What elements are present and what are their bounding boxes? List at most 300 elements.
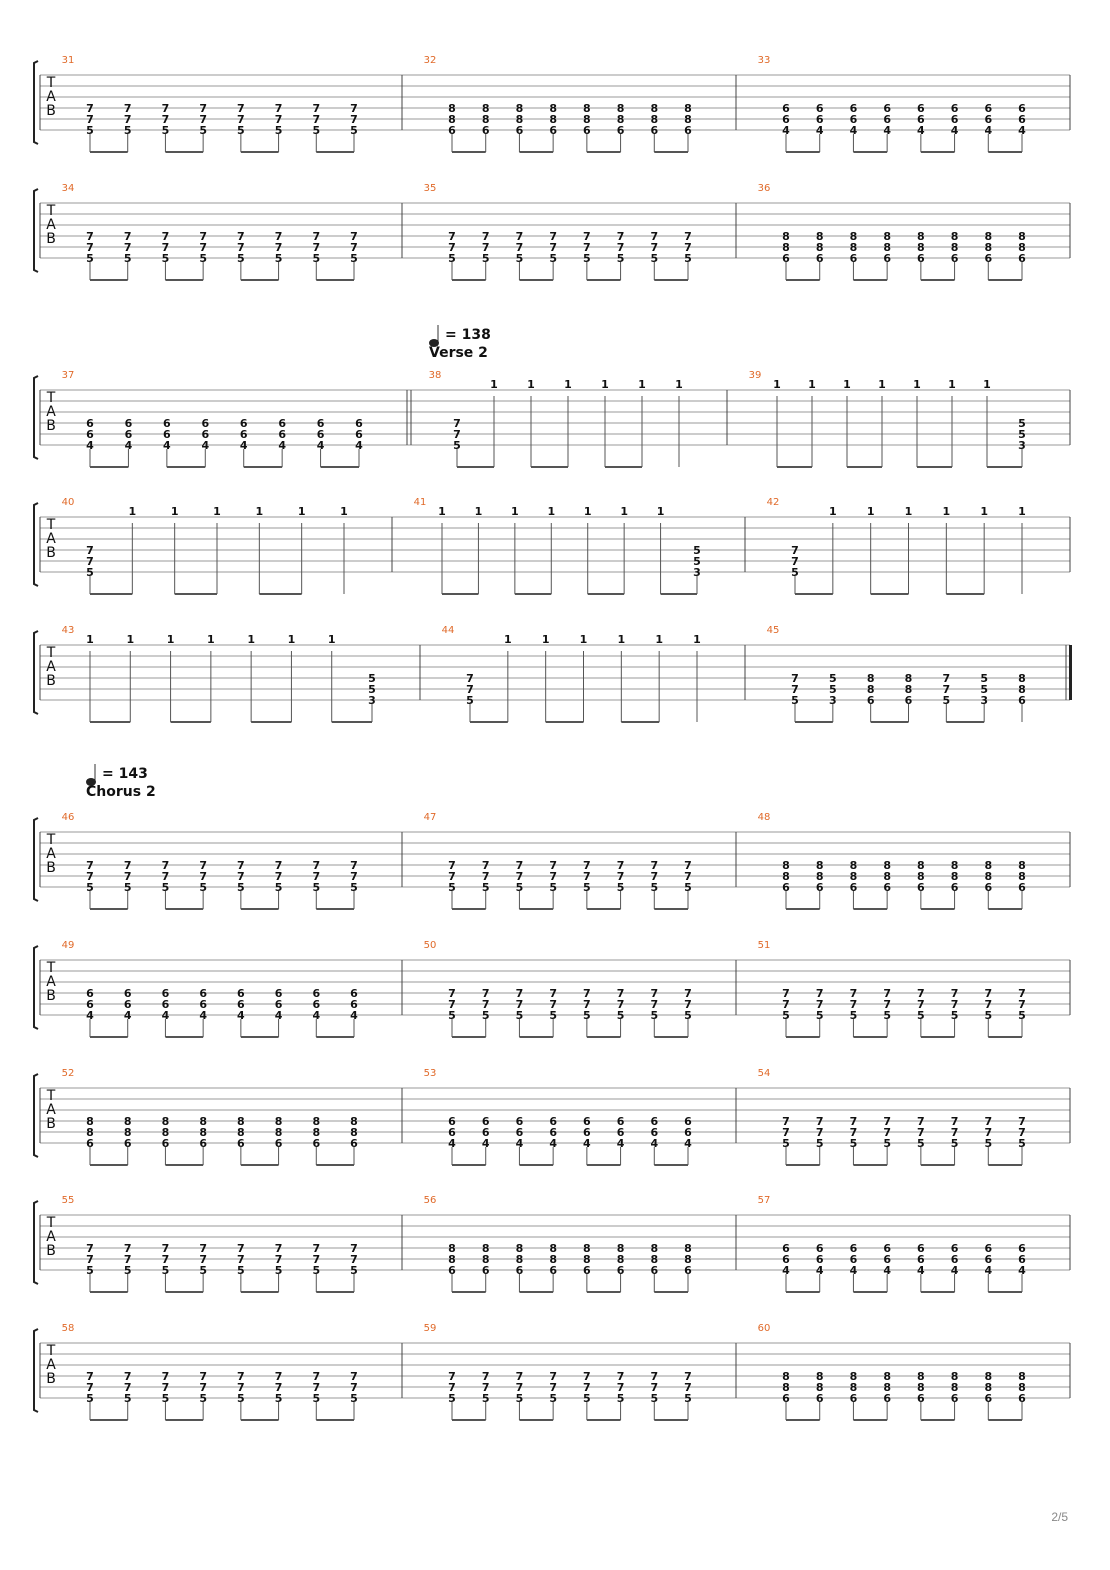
fret-number: 7 [815, 998, 824, 1011]
fret-number: 7 [312, 870, 321, 883]
fret-number: 8 [1018, 672, 1026, 685]
fret-number: 5 [650, 1009, 659, 1022]
tab-clef-letter: T [46, 1088, 56, 1104]
fret-number: 4 [316, 439, 325, 452]
tab-clef-letter: B [46, 988, 56, 1004]
fret-number: 7 [942, 672, 951, 685]
fret-number: 7 [448, 987, 456, 1000]
fret-number: 5 [86, 124, 94, 137]
fret-number: 5 [883, 1137, 891, 1150]
fret-number: 1 [617, 633, 626, 646]
fret-number: 4 [549, 1137, 557, 1150]
fret-number: 5 [368, 672, 376, 685]
fret-number: 7 [515, 241, 524, 254]
fret-number: 7 [237, 859, 245, 872]
fret-number: 5 [86, 1264, 94, 1277]
fret-number: 6 [883, 881, 891, 894]
fret-number: 7 [684, 230, 692, 243]
fret-number: 6 [650, 1115, 659, 1128]
fret-number: 7 [312, 1253, 321, 1266]
tab-clef-letter: A [46, 974, 56, 990]
fret-number: 6 [515, 124, 524, 137]
fret-number: 7 [549, 859, 557, 872]
fret-number: 5 [123, 1392, 132, 1405]
fret-number: 7 [791, 555, 799, 568]
fret-number: 6 [86, 987, 94, 1000]
fret-number: 7 [199, 1381, 207, 1394]
fret-number: 1 [655, 633, 663, 646]
measure-number: 56 [423, 1195, 437, 1206]
fret-number: 7 [312, 241, 321, 254]
fret-number: 6 [616, 1264, 625, 1277]
fret-number: 8 [515, 113, 524, 126]
fret-number: 7 [350, 870, 358, 883]
fret-number: 7 [448, 998, 456, 1011]
fret-number: 7 [650, 998, 659, 1011]
fret-number: 7 [549, 987, 557, 1000]
fret-number: 6 [815, 102, 824, 115]
fret-number: 5 [829, 672, 837, 685]
fret-number: 5 [791, 566, 799, 579]
fret-number: 7 [237, 1381, 245, 1394]
fret-number: 7 [199, 113, 207, 126]
fret-number: 5 [350, 124, 358, 137]
tab-clef-letter: T [46, 832, 56, 848]
fret-number: 7 [515, 859, 524, 872]
fret-number: 7 [917, 987, 925, 1000]
fret-number: 1 [638, 378, 646, 391]
fret-number: 7 [199, 870, 207, 883]
tab-system [34, 1195, 1070, 1292]
tab-clef-letter: B [46, 231, 56, 247]
measure-number: 42 [766, 497, 780, 508]
fret-number: 6 [1018, 694, 1026, 707]
fret-number: 7 [86, 1242, 94, 1255]
fret-number: 7 [616, 870, 625, 883]
fret-number: 6 [123, 998, 132, 1011]
tab-clef-letter: A [46, 1102, 56, 1118]
fret-number: 7 [791, 672, 799, 685]
fret-number: 8 [904, 672, 913, 685]
fret-number: 7 [583, 241, 591, 254]
fret-number: 5 [350, 1264, 358, 1277]
fret-number: 1 [866, 505, 875, 518]
fret-number: 8 [849, 870, 858, 883]
fret-number: 4 [86, 439, 94, 452]
fret-number: 8 [815, 230, 824, 243]
fret-number: 7 [123, 870, 132, 883]
fret-number: 7 [583, 870, 591, 883]
fret-number: 7 [481, 998, 490, 1011]
fret-number: 8 [984, 859, 993, 872]
fret-number: 8 [904, 683, 913, 696]
measure-number: 52 [61, 1068, 75, 1079]
fret-number: 6 [515, 1264, 524, 1277]
fret-number: 5 [782, 1137, 790, 1150]
fret-number: 5 [791, 694, 799, 707]
fret-number: 5 [453, 439, 461, 452]
fret-number: 8 [950, 241, 959, 254]
fret-number: 5 [583, 252, 591, 265]
fret-number: 8 [448, 1242, 456, 1255]
fret-number: 4 [815, 124, 824, 137]
fret-number: 6 [515, 1126, 524, 1139]
fret-number: 7 [583, 1381, 591, 1394]
fret-number: 6 [849, 1392, 858, 1405]
fret-number: 5 [86, 1392, 94, 1405]
fret-number: 8 [917, 870, 925, 883]
fret-number: 7 [481, 987, 490, 1000]
fret-number: 4 [161, 1009, 170, 1022]
fret-number: 5 [237, 1392, 245, 1405]
fret-number: 7 [448, 859, 456, 872]
fret-number: 1 [86, 633, 94, 646]
fret-number: 6 [849, 1253, 858, 1266]
fret-number: 8 [684, 113, 692, 126]
fret-number: 7 [984, 1115, 993, 1128]
fret-number: 7 [86, 870, 94, 883]
fret-number: 5 [274, 124, 283, 137]
fret-number: 8 [515, 1242, 524, 1255]
fret-number: 4 [86, 1009, 94, 1022]
fret-number: 7 [684, 1381, 692, 1394]
fret-number: 7 [199, 102, 207, 115]
fret-number: 7 [86, 1370, 94, 1383]
fret-number: 6 [199, 1137, 207, 1150]
fret-number: 8 [616, 113, 625, 126]
fret-number: 6 [583, 1115, 591, 1128]
fret-number: 6 [515, 1115, 524, 1128]
fret-number: 8 [866, 683, 875, 696]
measure-number: 41 [413, 497, 427, 508]
fret-number: 8 [815, 1370, 824, 1383]
fret-number: 5 [161, 252, 170, 265]
fret-number: 7 [86, 555, 94, 568]
fret-number: 6 [984, 1242, 993, 1255]
fret-number: 7 [123, 859, 132, 872]
fret-number: 8 [123, 1115, 132, 1128]
fret-number: 8 [782, 241, 790, 254]
fret-number: 7 [274, 1370, 283, 1383]
fret-number: 6 [448, 124, 456, 137]
fret-number: 1 [504, 633, 512, 646]
fret-number: 6 [239, 417, 248, 430]
fret-number: 7 [515, 230, 524, 243]
tab-clef-letter: B [46, 418, 56, 434]
fret-number: 1 [583, 505, 592, 518]
fret-number: 5 [312, 1264, 321, 1277]
tab-system [34, 625, 1072, 722]
fret-number: 4 [199, 1009, 207, 1022]
fret-number: 7 [350, 102, 358, 115]
fret-number: 7 [791, 683, 799, 696]
tab-clef-letter: A [46, 1357, 56, 1373]
fret-number: 7 [616, 230, 625, 243]
fret-number: 6 [549, 1115, 557, 1128]
measure-number: 31 [61, 55, 75, 66]
fret-number: 8 [684, 1242, 692, 1255]
fret-number: 8 [650, 1253, 659, 1266]
fret-number: 8 [684, 1253, 692, 1266]
fret-number: 5 [481, 881, 490, 894]
fret-number: 5 [684, 252, 692, 265]
fret-number: 6 [650, 124, 659, 137]
measure-number: 59 [423, 1323, 437, 1334]
fret-number: 1 [620, 505, 628, 518]
fret-number: 7 [684, 1370, 692, 1383]
fret-number: 8 [815, 870, 824, 883]
fret-number: 1 [693, 633, 701, 646]
fret-number: 1 [808, 378, 816, 391]
fret-number: 4 [124, 439, 133, 452]
fret-number: 8 [849, 1381, 858, 1394]
fret-number: 7 [782, 1115, 790, 1128]
fret-number: 8 [583, 1242, 591, 1255]
system-bracket [34, 1201, 38, 1284]
fret-number: 8 [515, 1253, 524, 1266]
fret-number: 7 [549, 998, 557, 1011]
fret-number: 7 [849, 1115, 858, 1128]
tab-clef-letter: A [46, 1229, 56, 1245]
fret-number: 7 [481, 1370, 490, 1383]
tab-clef-letter: B [46, 103, 56, 119]
fret-number: 7 [616, 987, 625, 1000]
fret-number: 8 [984, 1370, 993, 1383]
measure-number: 50 [423, 940, 437, 951]
fret-number: 7 [123, 1242, 132, 1255]
fret-number: 5 [199, 124, 207, 137]
fret-number: 6 [201, 417, 210, 430]
fret-number: 8 [549, 113, 557, 126]
fret-number: 6 [984, 1253, 993, 1266]
tab-system [34, 55, 1070, 152]
fret-number: 8 [549, 102, 557, 115]
fret-number: 8 [684, 102, 692, 115]
fret-number: 5 [782, 1009, 790, 1022]
tab-system [34, 183, 1070, 280]
fret-number: 4 [448, 1137, 456, 1150]
fret-number: 7 [917, 998, 925, 1011]
fret-number: 8 [782, 859, 790, 872]
fret-number: 7 [86, 241, 94, 254]
fret-number: 5 [549, 1392, 557, 1405]
fret-number: 6 [815, 1392, 824, 1405]
fret-number: 6 [984, 1392, 993, 1405]
fret-number: 8 [86, 1115, 94, 1128]
fret-number: 5 [1018, 428, 1026, 441]
fret-number: 6 [1018, 113, 1026, 126]
fret-number: 7 [123, 102, 132, 115]
fret-number: 7 [684, 241, 692, 254]
fret-number: 7 [274, 230, 283, 243]
fret-number: 6 [917, 252, 925, 265]
fret-number: 4 [849, 124, 858, 137]
fret-number: 1 [1018, 505, 1026, 518]
fret-number: 1 [904, 505, 913, 518]
fret-number: 5 [917, 1137, 925, 1150]
fret-number: 6 [583, 1264, 591, 1277]
fret-number: 7 [350, 859, 358, 872]
fret-number: 8 [782, 1381, 790, 1394]
fret-number: 7 [274, 113, 283, 126]
fret-number: 1 [564, 378, 572, 391]
end-barline-thick [1069, 645, 1072, 700]
fret-number: 5 [123, 252, 132, 265]
fret-number: 6 [917, 113, 925, 126]
tab-clef-letter: B [46, 1371, 56, 1387]
fret-number: 6 [849, 102, 858, 115]
fret-number: 8 [583, 1253, 591, 1266]
fret-number: 1 [207, 633, 215, 646]
fret-number: 1 [913, 378, 921, 391]
fret-number: 5 [312, 1392, 321, 1405]
fret-number: 7 [650, 1370, 659, 1383]
fret-number: 4 [616, 1137, 625, 1150]
fret-number: 1 [942, 505, 951, 518]
fret-number: 7 [350, 1253, 358, 1266]
fret-number: 7 [448, 230, 456, 243]
fret-number: 6 [274, 1137, 283, 1150]
fret-number: 6 [815, 252, 824, 265]
fret-number: 7 [583, 859, 591, 872]
fret-number: 6 [549, 124, 557, 137]
fret-number: 5 [237, 881, 245, 894]
fret-number: 7 [616, 998, 625, 1011]
fret-number: 6 [950, 1253, 959, 1266]
fret-number: 6 [316, 428, 325, 441]
fret-number: 6 [1018, 1392, 1026, 1405]
measure-number: 36 [757, 183, 771, 194]
fret-number: 7 [849, 987, 858, 1000]
fret-number: 5 [883, 1009, 891, 1022]
fret-number: 7 [86, 113, 94, 126]
fret-number: 8 [481, 113, 490, 126]
measure-number: 37 [61, 370, 75, 381]
system-bracket [34, 818, 38, 901]
fret-number: 8 [984, 230, 993, 243]
fret-number: 1 [128, 505, 137, 518]
fret-number: 6 [199, 998, 207, 1011]
fret-number: 7 [481, 241, 490, 254]
fret-number: 7 [883, 1126, 891, 1139]
fret-number: 5 [616, 881, 625, 894]
measure-number: 34 [61, 183, 75, 194]
measure-number: 58 [61, 1323, 75, 1334]
fret-number: 1 [656, 505, 665, 518]
fret-number: 6 [583, 1126, 591, 1139]
fret-number: 8 [237, 1126, 245, 1139]
fret-number: 8 [312, 1115, 321, 1128]
fret-number: 7 [583, 998, 591, 1011]
fret-number: 6 [549, 1126, 557, 1139]
fret-number: 6 [917, 881, 925, 894]
fret-number: 6 [782, 1253, 790, 1266]
fret-number: 7 [86, 230, 94, 243]
fret-number: 1 [547, 505, 556, 518]
fret-number: 6 [883, 1253, 891, 1266]
fret-number: 8 [515, 102, 524, 115]
fret-number: 6 [904, 694, 913, 707]
fret-number: 7 [616, 1370, 625, 1383]
fret-number: 6 [849, 881, 858, 894]
fret-number: 7 [782, 998, 790, 1011]
measure-number: 44 [441, 625, 455, 636]
fret-number: 5 [199, 1392, 207, 1405]
fret-number: 4 [984, 1264, 993, 1277]
fret-number: 7 [650, 870, 659, 883]
fret-number: 7 [199, 1370, 207, 1383]
fret-number: 6 [237, 1137, 245, 1150]
fret-number: 5 [350, 252, 358, 265]
fret-number: 7 [549, 870, 557, 883]
fret-number: 8 [815, 1381, 824, 1394]
section-label: Chorus 2 [86, 784, 156, 800]
fret-number: 8 [1018, 1381, 1026, 1394]
fret-number: 7 [312, 1370, 321, 1383]
fret-number: 7 [481, 870, 490, 883]
fret-number: 7 [1018, 1126, 1026, 1139]
fret-number: 6 [161, 987, 170, 1000]
fret-number: 5 [980, 672, 988, 685]
fret-number: 7 [199, 1253, 207, 1266]
fret-number: 8 [481, 102, 490, 115]
fret-number: 5 [161, 1392, 170, 1405]
fret-number: 3 [980, 694, 988, 707]
fret-number: 8 [866, 672, 875, 685]
fret-number: 7 [123, 230, 132, 243]
fret-number: 6 [950, 1242, 959, 1255]
fret-number: 5 [448, 252, 456, 265]
fret-number: 5 [515, 881, 524, 894]
fret-number: 7 [453, 417, 461, 430]
fret-number: 8 [849, 1370, 858, 1383]
fret-number: 7 [350, 1381, 358, 1394]
fret-number: 8 [161, 1115, 170, 1128]
fret-number: 7 [950, 1126, 959, 1139]
tab-clef-letter: A [46, 217, 56, 233]
fret-number: 1 [166, 633, 175, 646]
fret-number: 8 [448, 1253, 456, 1266]
fret-number: 6 [950, 102, 959, 115]
fret-number: 8 [917, 241, 925, 254]
fret-number: 6 [163, 428, 171, 441]
tab-clef-letter: T [46, 203, 56, 219]
fret-number: 7 [549, 1370, 557, 1383]
fret-number: 8 [274, 1115, 283, 1128]
measure-number: 45 [766, 625, 780, 636]
system-bracket [34, 631, 38, 714]
fret-number: 8 [161, 1126, 170, 1139]
fret-number: 1 [474, 505, 483, 518]
fret-number: 4 [782, 124, 790, 137]
fret-number: 4 [950, 124, 959, 137]
measure-number: 47 [423, 812, 437, 823]
fret-number: 5 [161, 1264, 170, 1277]
fret-number: 4 [883, 124, 891, 137]
fret-number: 7 [815, 1126, 824, 1139]
fret-number: 5 [549, 881, 557, 894]
fret-number: 7 [199, 241, 207, 254]
fret-number: 5 [650, 1392, 659, 1405]
fret-number: 8 [950, 1370, 959, 1383]
fret-number: 5 [616, 252, 625, 265]
fret-number: 6 [684, 1264, 692, 1277]
fret-number: 6 [866, 694, 875, 707]
fret-number: 5 [161, 881, 170, 894]
fret-number: 4 [355, 439, 363, 452]
fret-number: 8 [782, 870, 790, 883]
fret-number: 1 [541, 633, 550, 646]
